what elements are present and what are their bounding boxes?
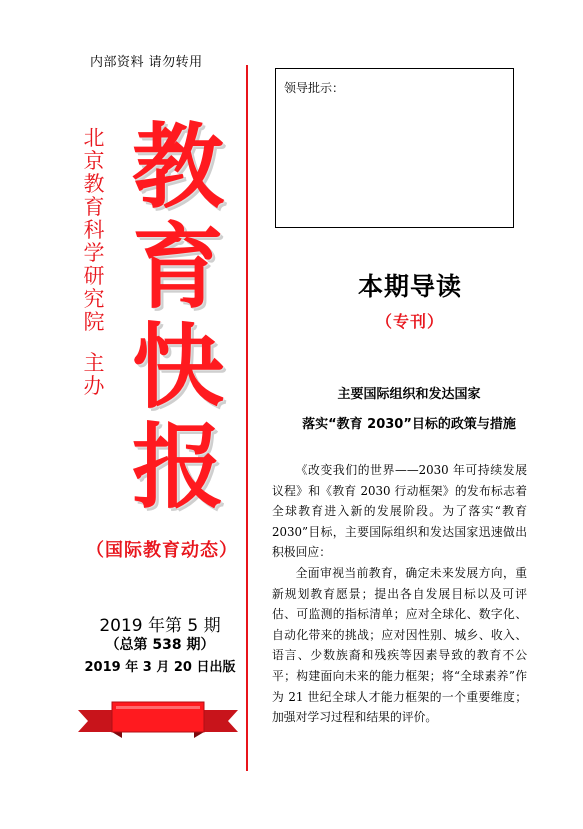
ribbon-ornament	[78, 692, 238, 740]
issue-number: 2019 年第 5 期	[99, 616, 221, 636]
article-paragraph: 《改变我们的世界——2030 年可持续发展议程》和《教育 2030 行动框架》的发布标志着全球教育进入新的发展阶段。为了落实“教育 2030”目标，主要国际组织和发达国家迅速做出积极回应：	[272, 463, 527, 560]
article-body	[272, 460, 527, 728]
leader-instruction-label: 领导批示：	[284, 81, 345, 95]
vertical-char: 教	[83, 172, 105, 196]
guide-special-label: （专刊）	[375, 312, 444, 331]
masthead-subtitle: （国际教育动态）	[86, 540, 238, 561]
vertical-char: 究	[83, 287, 105, 311]
issue-total: （总第 538 期）	[105, 637, 215, 653]
issue-date: 2019 年 3 月 20 日出版	[84, 660, 236, 675]
vertical-char: 院	[83, 310, 105, 334]
vertical-char: 京	[83, 149, 105, 173]
vertical-char: 研	[83, 264, 105, 288]
leader-instruction-box	[275, 68, 514, 228]
article-title-line1: 主要国际组织和发达国家	[337, 387, 481, 402]
vertical-char: 北	[83, 126, 105, 150]
vertical-char: 育	[131, 214, 224, 321]
vertical-char: 办	[83, 374, 105, 398]
vertical-char: 快	[131, 314, 224, 421]
article-paragraph: 全面审视当前教育，确定未来发展方向，重新规划教育愿景；提出各自发展目标以及可评估、可监测的指标清单；应对全球化、数字化、自动化带来的挑战；应对因性别、城乡、收入、语言、少数族裔和残疾等因素导致的教育不公平；构建面向未来的能力框架；将“全球素养”作为 21 世纪全球人才能力框架的一个重要维度；加强对学习过程和结果的评价。	[272, 565, 527, 725]
vertical-char: 主	[83, 351, 105, 375]
vertical-char: 科	[83, 218, 105, 242]
vertical-char: 教	[131, 114, 224, 221]
internal-note: 内部资料 请勿转用	[90, 55, 203, 70]
vertical-divider	[246, 65, 248, 771]
publisher-role	[78, 352, 110, 398]
vertical-char: 学	[83, 241, 105, 265]
guide-title: 本期导读	[357, 272, 462, 301]
article-title-line2: 落实“教育 2030”目标的政策与措施	[302, 417, 516, 432]
masthead-title	[118, 114, 238, 521]
publisher-vertical	[78, 127, 110, 398]
publisher-org	[78, 127, 110, 334]
vertical-char: 育	[83, 195, 105, 219]
vertical-char: 报	[131, 414, 224, 521]
